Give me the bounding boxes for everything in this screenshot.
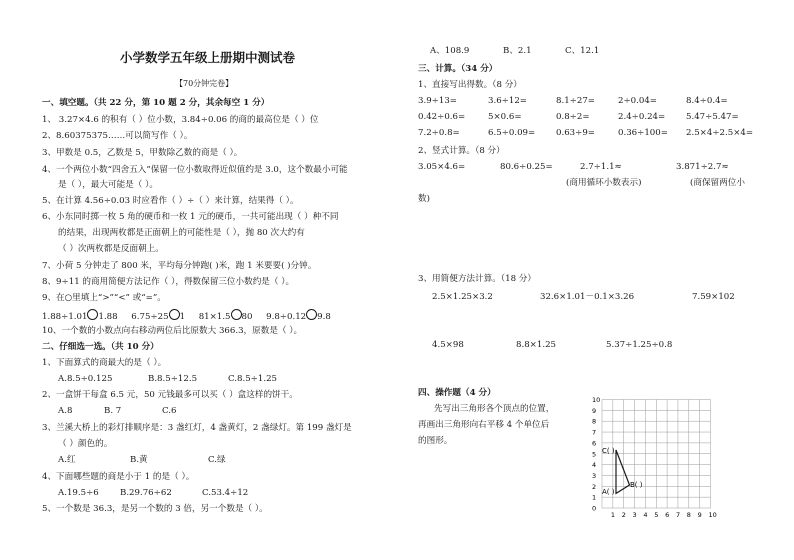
vertical-calc-4: 3.871÷2.7≈	[676, 162, 729, 172]
triangle-abc	[616, 450, 630, 493]
section-1-heading: 一、填空题。（共 22 分，第 10 题 2 分，其余每空 1 分）	[42, 98, 270, 108]
operation-instruction-2: 再画出三角形向右平移 4 个单位后	[418, 420, 550, 430]
choice-2-opt-b: B. 7	[104, 406, 122, 416]
question-6-line2: 的结果，出现两枚都是正面朝上的可能性是（ ），抛 80 次大约有	[58, 228, 305, 238]
choice-2-opt-a: A.8	[58, 406, 73, 416]
vertical-calc-1: 3.05×4.6=	[418, 162, 466, 172]
question-2: 2、8.6037537​5……可以简写作（ ）。	[42, 131, 193, 141]
y-axis-tick-label: 8	[592, 417, 597, 426]
coordinate-grid	[590, 390, 720, 520]
question-10: 10、一个数的小数点向右移动两位后比原数大 366.3，原数是（ ）。	[42, 326, 303, 336]
choice-1-opt-a: A.8.5÷0.125	[58, 374, 113, 384]
choice-1-opt-c: C.8.5÷1.25	[228, 374, 278, 384]
section-4-heading: 四、操作题（4 分）	[418, 388, 496, 398]
compare-right-2: 1	[179, 312, 186, 322]
y-axis-tick-label: 10	[592, 396, 601, 404]
question-6-line3: （ ）次两枚都是反面朝上。	[58, 244, 164, 254]
x-axis-tick-label: 6	[665, 511, 670, 519]
question-4-line1: 4、一个两位小数“四舍五入”保留一位小数取得近似值约是 3.0，这个数最小可能	[42, 165, 348, 175]
oral-calc-item: 2.4÷0.24=	[618, 112, 666, 122]
compare-circle-1[interactable]	[87, 309, 98, 320]
choice-1-opt-b: B.8.5÷12.5	[148, 374, 198, 384]
vertex-b-label: B( )	[630, 481, 643, 489]
compare-circle-3[interactable]	[231, 309, 242, 320]
oral-calc-item: 5×0.6=	[488, 112, 522, 122]
simplify-4: 4.5×98	[432, 340, 464, 350]
oral-calc-item: 0.63÷9=	[556, 128, 596, 138]
y-axis-tick-label: 2	[592, 482, 597, 491]
oral-calc-item: 7.2÷0.8=	[418, 128, 460, 138]
choice-3-opt-c: C.绿	[208, 455, 226, 465]
x-axis-tick-label: 3	[632, 511, 637, 519]
compare-right-4: 9.8	[317, 312, 331, 322]
choice-2: 2、一盒饼干每盒 6.5 元，50 元钱最多可以买（ ）盒这样的饼干。	[42, 390, 298, 400]
y-axis-tick-label: 5	[592, 450, 597, 459]
choice-2-opt-c: C.6	[162, 406, 177, 416]
calc-part-3: 3、用简便方法计算。（18 分）	[418, 274, 536, 284]
page-title: 小学数学五年级上册期中测试卷	[120, 50, 296, 65]
section-2-heading: 二、仔细选一选。（共 10 分）	[42, 342, 159, 352]
vertical-calc-3-note: (商用循环小数表示)	[566, 178, 642, 188]
section-3-heading: 三、计算。（34 分）	[418, 64, 498, 74]
y-axis-tick-label: 3	[592, 471, 597, 480]
simplify-3: 7.59×102	[692, 292, 735, 302]
question-3: 3、甲数是 0.5，乙数是 5，甲数除乙数的商是（ ）。	[42, 148, 243, 158]
compare-circle-4[interactable]	[306, 309, 317, 320]
compare-left-2: 6.75÷25	[131, 312, 169, 322]
page-subtitle: 【70分钟完卷】	[175, 79, 234, 88]
calc-part-2: 2、竖式计算。（8 分）	[418, 146, 505, 156]
question-9: 9、在○里填上“>”“<” 或“=”。	[42, 293, 166, 303]
oral-calc-item: 2÷0.04=	[618, 96, 658, 106]
y-axis-tick-label: 1	[592, 493, 597, 502]
question-7: 7、小荷 5 分钟走了 800 米，平均每分钟跑( )米，跑 1 米要要( )分钟。	[42, 261, 317, 271]
question-1: 1、 3.27×4.6 的积有（ ）位小数，3.84÷0.06 的商的最高位是（ ）位	[42, 115, 319, 125]
choice-3-line1: 3、兰溪大桥上的彩灯排顺序是：3 盏红灯，4 盏黄灯，2 盏绿灯。第 199 盏灯是	[42, 423, 352, 433]
oral-calc-item: 6.5÷0.09=	[488, 128, 536, 138]
choice-4-opt-c: C.53.4÷12	[202, 488, 249, 498]
choice-5-opt-a: A、108.9	[430, 46, 470, 56]
choice-1: 1、下面算式的商最大的是（ ）。	[42, 358, 167, 368]
vertical-calc-4-note: (商保留两位小	[690, 178, 745, 188]
vertex-c-label: C( )	[602, 447, 615, 455]
vertical-calc-2: 80.6÷0.25=	[500, 162, 553, 172]
question-5: 5、在计算 4.56÷0.03 时应看作（ ）÷（ ）来计算，结果得（ ）。	[42, 196, 299, 206]
x-axis-labels	[611, 511, 717, 519]
vertical-calc-4-note-wrap: 数)	[418, 194, 430, 204]
x-axis-tick-label: 2	[621, 511, 626, 519]
y-axis-tick-label: 7	[592, 428, 597, 437]
x-axis-tick-label: 4	[643, 511, 648, 519]
oral-calc-item: 2.5×4÷2.5×4=	[686, 128, 754, 138]
x-axis-tick-label: 7	[675, 511, 681, 519]
question-8: 8、9÷11 的商用简便方法记作（ ），得数保留三位小数约是（ ）。	[42, 277, 295, 287]
simplify-2: 32.6×1.01－0.1×3.26	[540, 292, 635, 302]
operation-instruction-1: 先写出三角形各个顶点的位置，	[434, 404, 555, 414]
compare-right-3: 80	[241, 312, 253, 322]
x-axis-tick-label: 1	[610, 511, 615, 519]
compare-left-1: 1.88÷1.01	[42, 312, 88, 322]
vertex-a-label: A( )	[602, 488, 615, 496]
x-axis-tick-label: 8	[686, 511, 691, 519]
y-axis-labels	[592, 396, 600, 513]
x-axis-tick-label: 5	[654, 511, 659, 519]
choice-5: 5、一个数是 36.3，是另一个数的 3 倍，另一个数是（ ）。	[42, 504, 268, 514]
y-axis-tick-label: 9	[592, 406, 597, 415]
x-axis-tick-label: 9	[697, 511, 702, 519]
choice-3-opt-a: A.红	[58, 455, 76, 465]
compare-left-3: 81×1.5	[198, 312, 231, 322]
compare-right-1: 1.88	[98, 312, 118, 322]
operation-instruction-3: 的图形。	[418, 436, 453, 446]
calc-part-1: 1、直接写出得数。（8 分）	[418, 80, 522, 90]
choice-5-opt-c: C、12.1	[565, 46, 600, 56]
oral-calc-item: 0.8÷2=	[556, 112, 590, 122]
y-axis-tick-label: 4	[592, 461, 597, 470]
question-4-line2: 是（ ），最大可能是（ ）。	[58, 180, 158, 190]
y-axis-tick-label: 0	[592, 504, 597, 513]
oral-calc-item: 3.9÷13=	[418, 96, 458, 106]
oral-calc-item: 0.42÷0.6=	[418, 112, 466, 122]
simplify-5: 8.8×1.25	[516, 340, 557, 350]
x-axis-tick-label: 10	[708, 511, 717, 519]
oral-calc-item: 8.1÷27=	[556, 96, 596, 106]
simplify-1: 2.5×1.25×3.2	[432, 292, 493, 302]
simplify-6: 5.37÷1.25÷0.8	[606, 340, 673, 350]
compare-circle-2[interactable]	[169, 309, 180, 320]
question-9-items	[42, 309, 331, 323]
compare-left-4: 9.8÷0.12	[266, 312, 307, 322]
question-6-line1: 6、小东同时掷一枚 5 角的硬币和一枚 1 元的硬币，一共可能出现（ ）种不同	[42, 212, 339, 222]
oral-calc-item: 5.47÷5.47=	[686, 112, 739, 122]
y-axis-tick-label: 6	[592, 439, 597, 448]
choice-3-opt-b: B.黄	[130, 455, 148, 465]
choice-3-line2: （ ）颜色的。	[58, 439, 113, 449]
choice-4-opt-b: B.29.76÷62	[120, 488, 172, 498]
choice-5-opt-b: B、2.1	[503, 46, 532, 56]
vertical-calc-3: 2.7÷1.1≈	[580, 162, 622, 172]
oral-calc-item: 3.6÷12=	[488, 96, 528, 106]
oral-calc-item: 8.4÷0.4=	[686, 96, 728, 106]
choice-4-opt-a: A.19.5÷6	[58, 488, 99, 498]
choice-4: 4、下面哪些题的商是小于 1 的是（ ）。	[42, 472, 195, 482]
oral-calc-item: 0.36÷100=	[618, 128, 668, 138]
